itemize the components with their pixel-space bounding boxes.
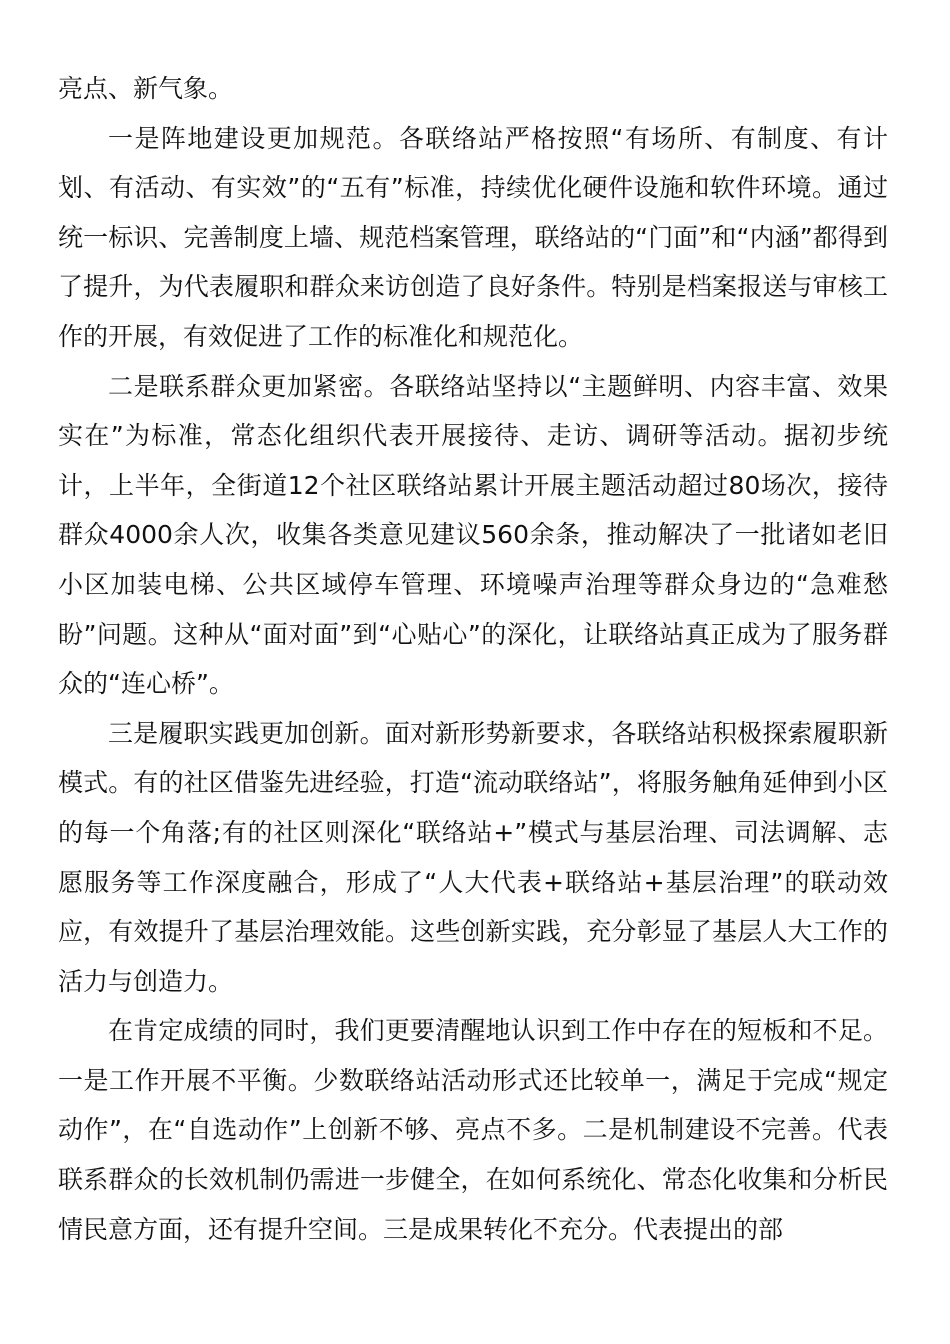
paragraph-continuation: 亮点、新气象。 bbox=[58, 74, 234, 103]
paragraph-position-building: 一是阵地建设更加规范。各联络站严格按照“有场所、有制度、有计划、有活动、有实效”的“五有”标准，持续优化硬件设施和软件环境。通过统一标识、完善制度上墙、规范档案管理，联络站的“门面”和“内涵”都得到了提升，为代表履职和群众来访创造了良好条件。特别是档案报送与审核工作的开展，有效促进了工作的标准化和规范化。 bbox=[58, 123, 888, 351]
document-body bbox=[58, 64, 888, 1254]
paragraph-shortcomings: 在肯定成绩的同时，我们更要清醒地认识到工作中存在的短板和不足。一是工作开展不平衡。少数联络站活动形式还比较单一，满足于完成“规定动作”，在“自选动作”上创新不够、亮点不多。二是机制建设不完善。代表联系群众的长效机制仍需进一步健全，在如何系统化、常态化收集和分析民情民意方面，还有提升空间。三是成果转化不充分。代表提出的部 bbox=[58, 1016, 888, 1244]
paragraph-innovation: 三是履职实践更加创新。面对新形势新要求，各联络站积极探索履职新模式。有的社区借鉴先进经验，打造“流动联络站”，将服务触角延伸到小区的每一个角落;有的社区则深化“联络站+”模式与基层治理、司法调解、志愿服务等工作深度融合，形成了“人大代表+联络站+基层治理”的联动效应，有效提升了基层治理效能。这些创新实践，充分彰显了基层人大工作的活力与创造力。 bbox=[58, 718, 888, 996]
paragraph-contact-masses: 二是联系群众更加紧密。各联络站坚持以“主题鲜明、内容丰富、效果实在”为标准，常态化组织代表开展接待、走访、调研等活动。据初步统计，上半年，全街道12个社区联络站累计开展主题活动超过80场次，接待群众4000余人次，收集各类意见建议560余条，推动解决了一批诸如老旧小区加装电梯、公共区域停车管理、环境噪声治理等群众身边的“急难愁盼”问题。这种从“面对面”到“心贴心”的深化，让联络站真正成为了服务群众的“连心桥”。 bbox=[58, 371, 888, 699]
